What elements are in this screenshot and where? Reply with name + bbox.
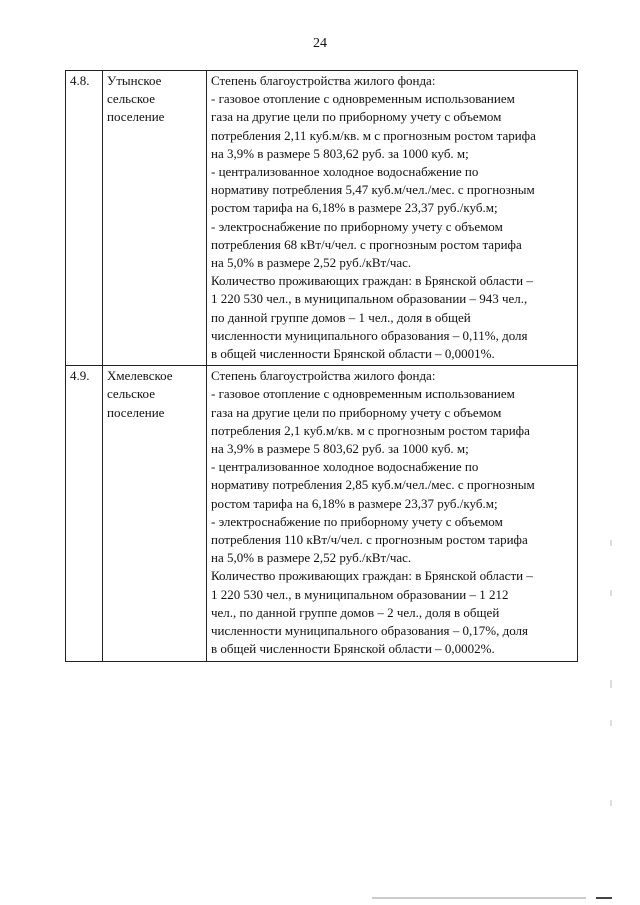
description-line: нормативу потребления 5,47 куб.м/чел./мес. с прогнозным <box>211 182 535 198</box>
description-line: - централизованное холодное водоснабжение по <box>211 459 479 475</box>
settlement-name-line: поселение <box>107 404 165 420</box>
settlement-description <box>207 366 578 661</box>
description-line: в общей численности Брянской области – 0,0001%. <box>211 346 495 362</box>
description-line: - централизованное холодное водоснабжение по <box>211 164 479 180</box>
description-line: на 3,9% в размере 5 803,62 руб. за 1000 куб. м; <box>211 441 469 457</box>
table-row <box>66 71 578 366</box>
settlement-name-line: Утынское <box>107 73 162 88</box>
description-line: Степень благоустройства жилого фонда: <box>211 368 436 384</box>
description-line: Количество проживающих граждан: в Брянской области – <box>211 568 533 584</box>
description-line: - газовое отопление с одновременным использованием <box>211 386 515 402</box>
description-line: - электроснабжение по приборному учету с объемом <box>211 218 503 234</box>
description-line: 1 220 530 чел., в муниципальном образовании – 943 чел., <box>211 291 528 307</box>
description-line: газа на другие цели по приборному учету с объемом <box>211 404 502 420</box>
description-line: потребления 68 кВт/ч/чел. с прогнозным ростом тарифа <box>211 236 522 252</box>
description-line: чел., по данной группе домов – 2 чел., доля в общей <box>211 604 500 620</box>
description-line: газа на другие цели по приборному учету с объемом <box>211 109 502 125</box>
row-number: 4.9. <box>66 366 103 661</box>
description-line: по данной группе домов – 1 чел., доля в общей <box>211 309 471 325</box>
description-line: потребления 2,1 куб.м/кв. м с прогнозным ростом тарифа <box>211 422 530 438</box>
settlement-name <box>103 71 207 366</box>
settlement-name-line: сельское <box>107 91 155 107</box>
settlements-table <box>65 70 578 662</box>
description-line: ростом тарифа на 6,18% в размере 23,37 руб./куб.м; <box>211 200 498 216</box>
settlement-name-line: поселение <box>107 109 165 125</box>
description-line: численности муниципального образования – 0,17%, доля <box>211 623 529 639</box>
description-line: потребления 110 кВт/ч/чел. с прогнозным ростом тарифа <box>211 532 528 548</box>
row-number: 4.8. <box>66 71 103 366</box>
description-line: нормативу потребления 2,85 куб.м/чел./мес. с прогнозным <box>211 477 535 493</box>
description-line: потребления 2,11 куб.м/кв. м с прогнозным ростом тарифа <box>211 127 536 143</box>
settlement-name <box>103 366 207 661</box>
description-line: Количество проживающих граждан: в Брянской области – <box>211 273 533 289</box>
description-line: на 5,0% в размере 2,52 руб./кВт/час. <box>211 550 412 566</box>
table-row <box>66 366 578 661</box>
description-line: 1 220 530 чел., в муниципальном образовании – 1 212 <box>211 586 509 602</box>
description-line: ростом тарифа на 6,18% в размере 23,37 руб./куб.м; <box>211 495 498 511</box>
page-number: 24 <box>313 36 327 51</box>
description-line: численности муниципального образования – 0,11%, доля <box>211 327 528 343</box>
description-line: на 3,9% в размере 5 803,62 руб. за 1000 куб. м; <box>211 145 469 161</box>
settlement-description <box>207 71 578 366</box>
description-line: на 5,0% в размере 2,52 руб./кВт/час. <box>211 255 412 271</box>
description-line: Степень благоустройства жилого фонда: <box>211 73 436 88</box>
description-line: - газовое отопление с одновременным использованием <box>211 91 515 107</box>
settlement-name-line: Хмелевское <box>107 368 173 384</box>
description-line: в общей численности Брянской области – 0,0002%. <box>211 641 495 657</box>
description-line: - электроснабжение по приборному учету с объемом <box>211 513 503 529</box>
settlement-name-line: сельское <box>107 386 155 402</box>
